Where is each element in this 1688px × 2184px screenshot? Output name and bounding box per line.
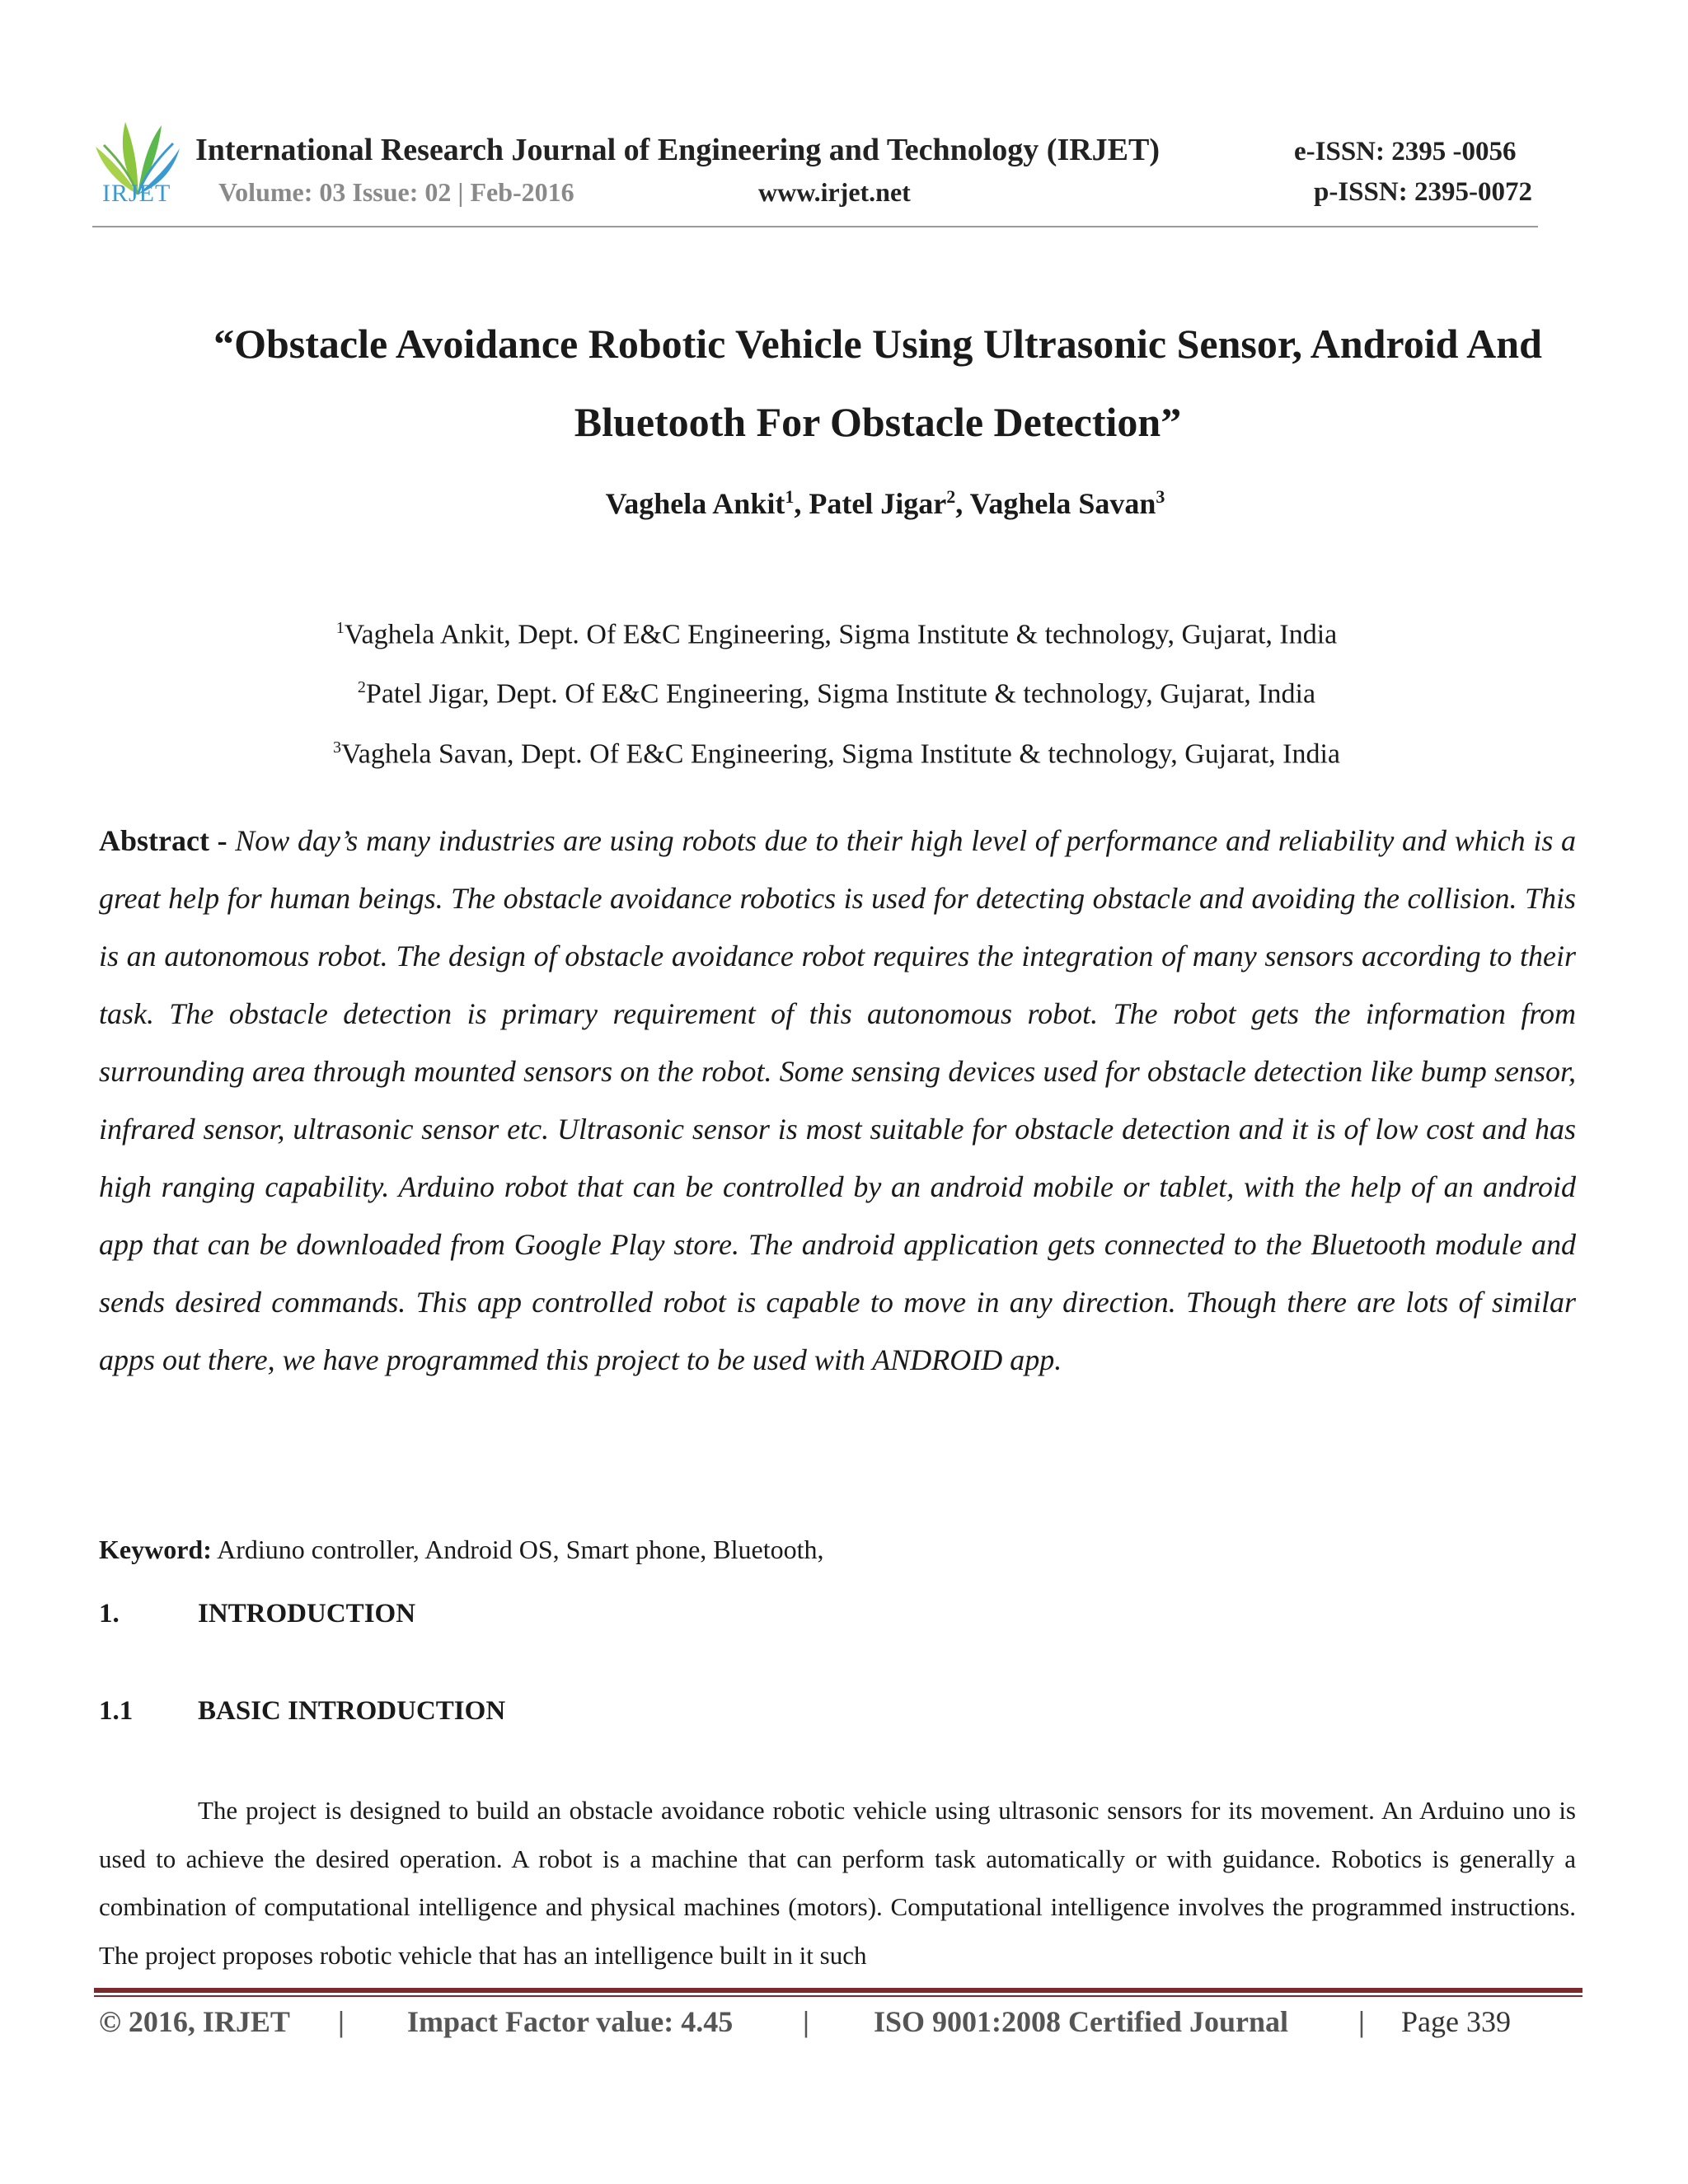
author-name: Vaghela Ankit bbox=[605, 487, 785, 520]
journal-title: International Research Journal of Engineering and Technology (IRJET) bbox=[195, 133, 1160, 167]
paper-title bbox=[91, 305, 1665, 462]
author-list bbox=[0, 486, 1688, 521]
affiliation-text: Vaghela Savan, Dept. Of E&C Engineering, Sigma Institute & technology, Gujarat, India bbox=[340, 738, 1341, 769]
author-sup: 3 bbox=[1156, 486, 1165, 507]
footer-copyright: © 2016, IRJET bbox=[99, 2005, 290, 2038]
affiliation-list bbox=[0, 602, 1673, 780]
footer-separator: | bbox=[338, 2005, 345, 2038]
footer-divider bbox=[94, 1988, 1582, 1993]
footer-separator: | bbox=[1358, 2005, 1365, 2038]
affiliation-text: Patel Jigar, Dept. Of E&C Engineering, Sigma Institute & technology, Gujarat, India bbox=[365, 678, 1316, 710]
logo-text: IRJET bbox=[102, 180, 171, 207]
footer-impact-factor: Impact Factor value: 4.45 bbox=[407, 2005, 734, 2038]
abstract-text: Now day’s many industries are using robots due to their high level of performance and reliability and which is a great help for human beings. The obstacle avoidance robotics is used for detecting obstacle and avoiding the collision. This is an autonomous robot. The design of obstacle avoidance robot requires the integration of many sensors according to their task. The obstacle detection is primary requirement of this autonomous robot. The robot gets the information from surrounding area through mounted sensors on the robot. Some sensing devices used for obstacle detection like bump sensor, infrared sensor, ultrasonic sensor etc. Ultrasonic sensor is most suitable for obstacle detection and it is of low cost and has high ranging capability. Arduino robot that can be controlled by an android mobile or tablet, with the help of an android app that can be downloaded from Google Play store. The android application gets connected to the Bluetooth module and sends desired commands. This app controlled robot is capable to move in any direction. Though there are lots of similar apps out there, we have programmed this project to be used with ANDROID app. bbox=[99, 824, 1577, 1376]
author-name: Patel Jigar bbox=[809, 487, 947, 520]
author-sep: , bbox=[794, 487, 809, 520]
affiliation-text: Vaghela Ankit, Dept. Of E&C Engineering, Sigma Institute & technology, Gujarat, India bbox=[344, 619, 1338, 650]
header-divider bbox=[92, 226, 1538, 227]
keyword-label: Keyword: bbox=[99, 1535, 212, 1564]
footer-iso: ISO 9001:2008 Certified Journal bbox=[874, 2005, 1288, 2038]
e-issn: e-ISSN: 2395 -0056 bbox=[1294, 137, 1517, 166]
keywords bbox=[99, 1535, 824, 1565]
section-heading-introduction: INTRODUCTION bbox=[198, 1599, 416, 1629]
journal-website[interactable]: www.irjet.net bbox=[758, 177, 911, 207]
affiliation-sup: 3 bbox=[332, 738, 341, 757]
section-number: 1. bbox=[99, 1599, 120, 1629]
p-issn: p-ISSN: 2395-0072 bbox=[1314, 177, 1532, 207]
keyword-text: Ardiuno controller, Android OS, Smart phone, Bluetooth, bbox=[211, 1535, 824, 1564]
abstract-label: Abstract - bbox=[99, 824, 236, 857]
author-sup: 1 bbox=[785, 486, 795, 507]
affiliation bbox=[0, 602, 1673, 661]
author-name: Vaghela Savan bbox=[969, 487, 1156, 520]
footer-separator: | bbox=[803, 2005, 809, 2038]
section-heading-basic-introduction: BASIC INTRODUCTION bbox=[198, 1696, 506, 1726]
affiliation-sup: 2 bbox=[357, 678, 366, 697]
body-paragraph: The project is designed to build an obstacle avoidance robotic vehicle using ultrasonic sensors for its movement. An Arduino uno is used to achieve the desired operation. A robot is a machine that can perform task automatically or with guidance. Robotics is generally a combination of computational intelligence and physical machines (motors). Computational intelligence involves the programmed instructions. The project proposes robotic vehicle that has an intelligence built in it such bbox=[99, 1796, 1576, 1970]
affiliation bbox=[0, 721, 1673, 780]
section-number: 1.1 bbox=[99, 1696, 134, 1726]
footer-page-number: Page 339 bbox=[1401, 2005, 1511, 2038]
paper-title-line1: “Obstacle Avoidance Robotic Vehicle Using Ultrasonic Sensor, Android And bbox=[213, 321, 1542, 367]
affiliation bbox=[0, 661, 1673, 720]
affiliation-sup: 1 bbox=[335, 619, 345, 637]
abstract bbox=[99, 812, 1576, 1389]
volume-issue: Volume: 03 Issue: 02 | Feb-2016 bbox=[218, 177, 574, 207]
footer-divider-thin bbox=[94, 1995, 1582, 1997]
paper-title-line2: Bluetooth For Obstacle Detection” bbox=[574, 399, 1182, 445]
author-sep: , bbox=[955, 487, 970, 520]
author-sup: 2 bbox=[946, 486, 956, 507]
